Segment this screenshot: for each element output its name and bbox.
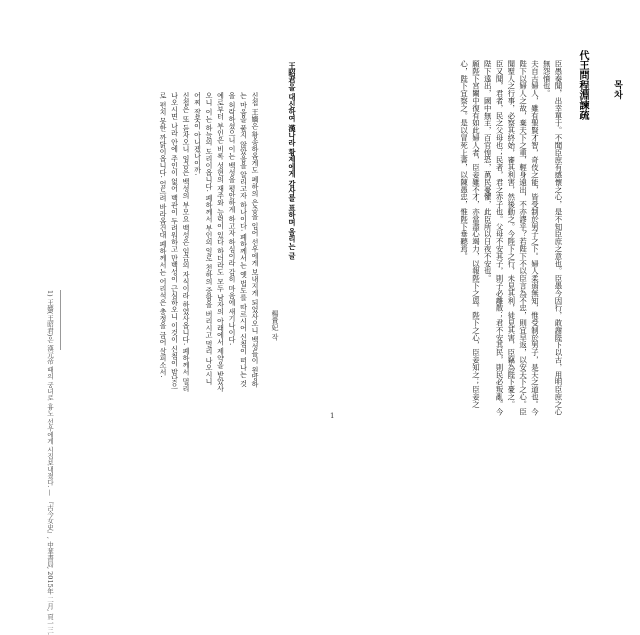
classical-paragraph-1: 臣愚奏聞，出幸單于。不聞臣庶有感懷之心，是不知臣庶之意也。臣愚今因行，敢謝陛下以古，用明臣庶之心無怨憤也。 [542, 60, 563, 416]
page-number: 1 [330, 412, 335, 420]
footnote: 1) 王嬙(王昭君)은 漢元帝 때의 궁녀로 흉노 선우에게 시집보내졌다. — 『古今女史』, 中華書局, 2015年 二月, 頁一三. [46, 290, 54, 635]
translation-author: 楊貴妃 작 [271, 310, 279, 341]
footnote-divider [60, 290, 61, 350]
korean-translation-text [95, 92, 260, 392]
translation-heading: 王昭君을 대신하여 漢나라 황제에게 감사를 표하며 올리는 글 [288, 62, 297, 260]
section-label: 목차 [612, 80, 622, 100]
korean-paragraph-1: 신첩 王嬙은 황송하옵게도 폐하의 은총을 입어 선우에게 보내지게 되었사오니 백성들이 원망하는 마음을 품지 않았음을 알리고자 하나이다. 폐하께서는 옛 법도를 따르시어 신첩이 떠나는 것을 허락하셨으니 이는 백성을 평안하게 하고자 하심이라 감히 마음에 새기나이다. [228, 92, 259, 388]
korean-paragraph-3: 신첩은 또 듣자오니 임금은 백성의 부모요 백성은 임금의 자식이라 하였사옵니다. 폐하께서 멀리 나오시면 나라 안에 주인이 없어 백관이 두려워하고 만백성이 근심하오니 이것이 신첩이 밤낮으로 편치 못한 까닭이옵니다. 엎드려 바라옵건대 폐하께서는 어리석은 충정을 굽어 살피소서. [159, 92, 190, 392]
korean-paragraph-2: 예로부터 부인은 비록 성현의 재주와 능력이 있다 하더라도 모두 남자의 아래에서 제약을 받았사오니 이는 하늘의 도리이옵니다. 폐하께서 부인의 일로 천하의 중함을 버리시고 멀리 나오시니 어찌 잘못이 아니겠나이까. [193, 92, 225, 392]
classical-chinese-text [352, 60, 564, 420]
classical-paragraph-3: 臣又聞，君者，民之父母也；民者，君之赤子也。父母不安其子，則子必離散；君不安其民，則民必叛亂。今陛下遠出，國中無主，百官惶恐，萬民憂懼，此臣所以日夜不安也。 [483, 60, 505, 416]
classical-paragraph-2: 夫自古婦人，雖有聖賢才智，奇伎之能，皆受制於男子之下。婦人柔弱無知，惟受制於男子，是天之道也。今陛下以婦人之故，棄天下之重，輕身遠出，不亦謬乎？若陛下不以臣言為不忠，則宜早返，以安天下之心。臣聞聖人之行事，必察其終始，審其利害，然後動之。今陛下之行，未見其利，徒見其害，臣竊為陛下憂之。 [506, 60, 540, 416]
classical-paragraph-4: 願陛下宮闈中復有如此婦人者，臣妾雖不才，亦當盡心竭力，以報陛下之恩。陛下之心，臣妾知之；臣妾之心，陛下宜察之。是以冒死上書，以陳愚忠，惟陛下垂聽焉。 [459, 60, 481, 408]
document-title: 代王問程淵諫疏 [577, 50, 588, 120]
